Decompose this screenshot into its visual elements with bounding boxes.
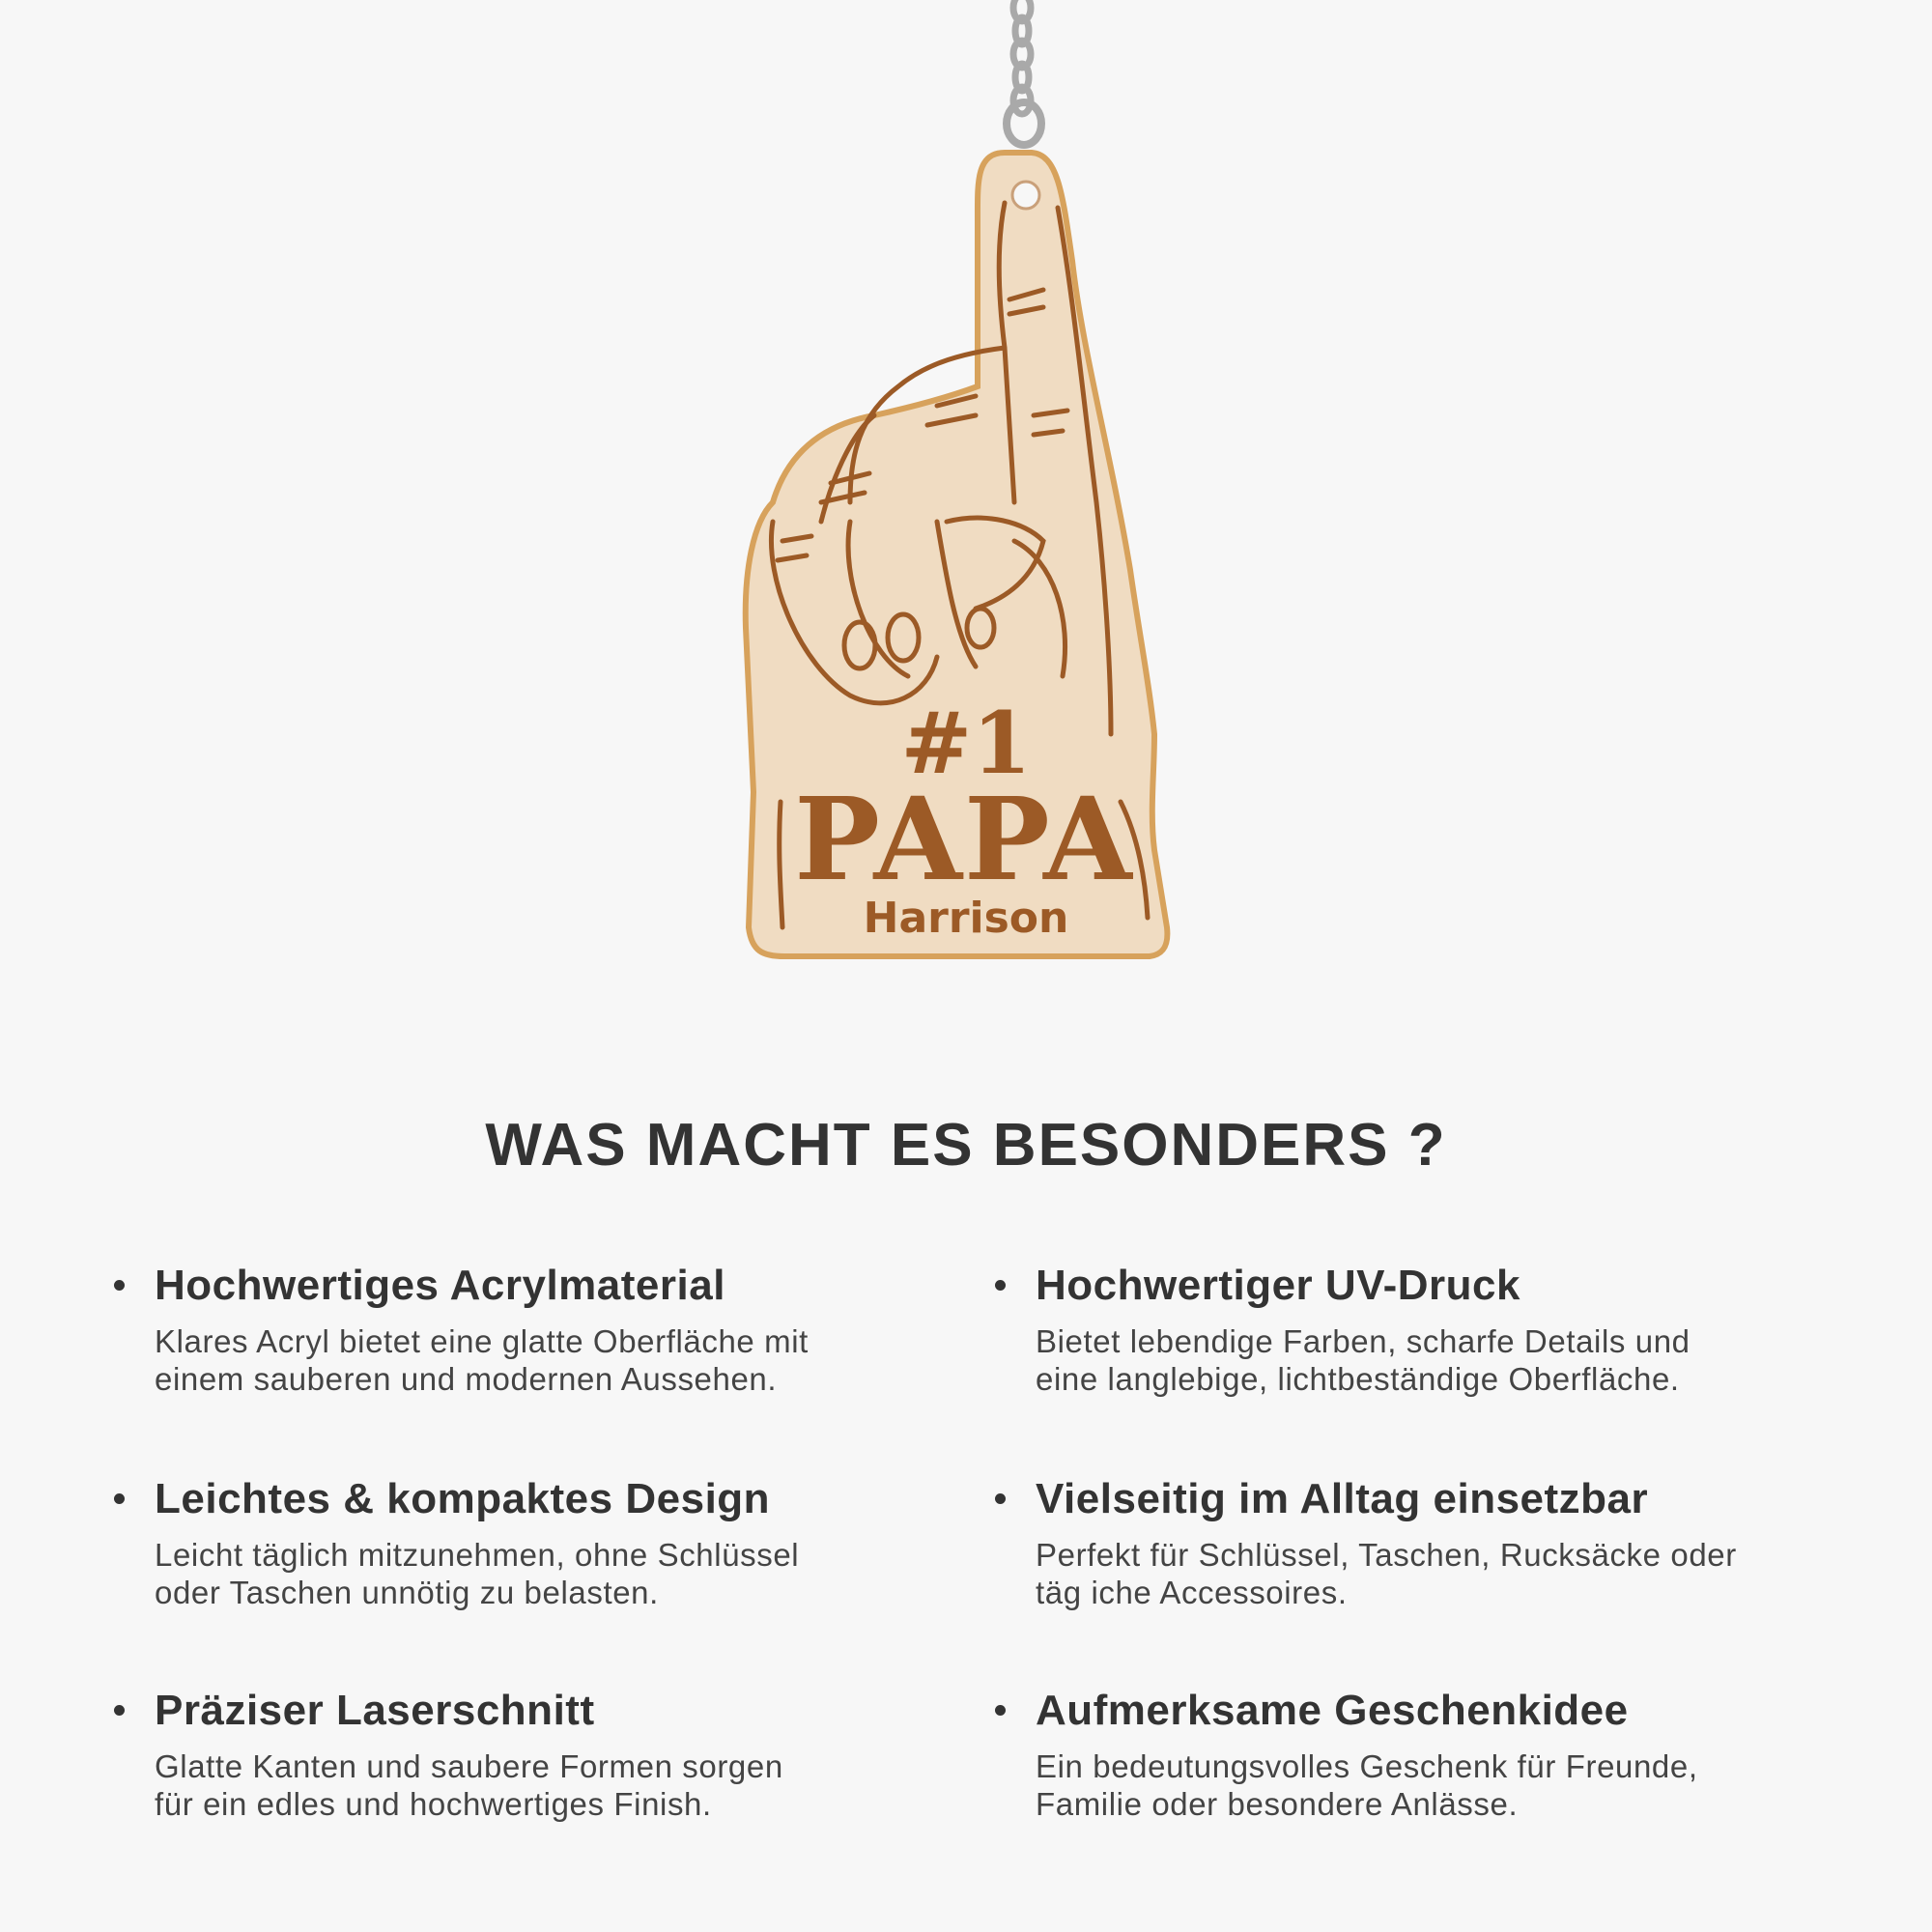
bullet-icon	[114, 1493, 125, 1504]
feature-description-line: Perfekt für Schlüssel, Taschen, Rucksäcke oder	[1036, 1537, 1737, 1573]
feature-description-line: eine langlebige, lichtbeständige Oberfläche.	[1036, 1361, 1680, 1397]
feature-title: Vielseitig im Alltag einsetzbar	[1036, 1475, 1649, 1522]
bullet-icon	[995, 1493, 1006, 1504]
feature-description-line: oder Taschen unnötig zu belasten.	[155, 1575, 659, 1610]
feature-description-line: Leicht täglich mitzunehmen, ohne Schlüssel	[155, 1537, 800, 1573]
bullet-icon	[995, 1280, 1006, 1291]
page-title: WAS MACHT ES BESONDERS ?	[485, 1112, 1447, 1179]
feature-description	[1036, 1536, 1847, 1611]
feature-description-line: Bietet lebendige Farben, scharfe Details und	[1036, 1323, 1690, 1359]
tag-rank: #1	[900, 693, 1032, 793]
feature-description	[1036, 1747, 1847, 1823]
bullet-icon	[114, 1280, 125, 1291]
feature-description-line: Klares Acryl bietet eine glatte Oberfläche mit	[155, 1323, 809, 1359]
feature-description-line: täg iche Accessoires.	[1036, 1575, 1348, 1610]
feature-description	[1036, 1322, 1847, 1398]
feature-item	[155, 1684, 966, 1823]
feature-item	[155, 1259, 966, 1398]
feature-item	[155, 1472, 966, 1611]
feature-description-line: Familie oder besondere Anlässe.	[1036, 1786, 1519, 1822]
feature-description	[155, 1747, 966, 1823]
feature-title: Hochwertiger UV-Druck	[1036, 1262, 1520, 1309]
feature-description-line: Ein bedeutungsvolles Geschenk für Freunde,	[1036, 1748, 1698, 1784]
feature-description	[155, 1536, 966, 1611]
tag-name: Harrison	[863, 894, 1069, 943]
feature-description-line: einem sauberen und modernen Aussehen.	[155, 1361, 778, 1397]
feature-description-line: Glatte Kanten und saubere Formen sorgen	[155, 1748, 783, 1784]
tag-title: PAPA	[794, 772, 1134, 906]
feature-title: Hochwertiges Acrylmaterial	[155, 1262, 725, 1309]
feature-title: Aufmerksame Geschenkidee	[1036, 1687, 1629, 1734]
feature-item	[1036, 1259, 1847, 1398]
feature-item	[1036, 1684, 1847, 1823]
feature-title: Präziser Laserschnitt	[155, 1687, 595, 1734]
bullet-icon	[114, 1705, 125, 1716]
feature-title: Leichtes & kompaktes Design	[155, 1475, 771, 1522]
feature-description	[155, 1322, 966, 1398]
feature-description-line: für ein edles und hochwertiges Finish.	[155, 1786, 712, 1822]
bullet-icon	[995, 1705, 1006, 1716]
feature-item	[1036, 1472, 1847, 1611]
